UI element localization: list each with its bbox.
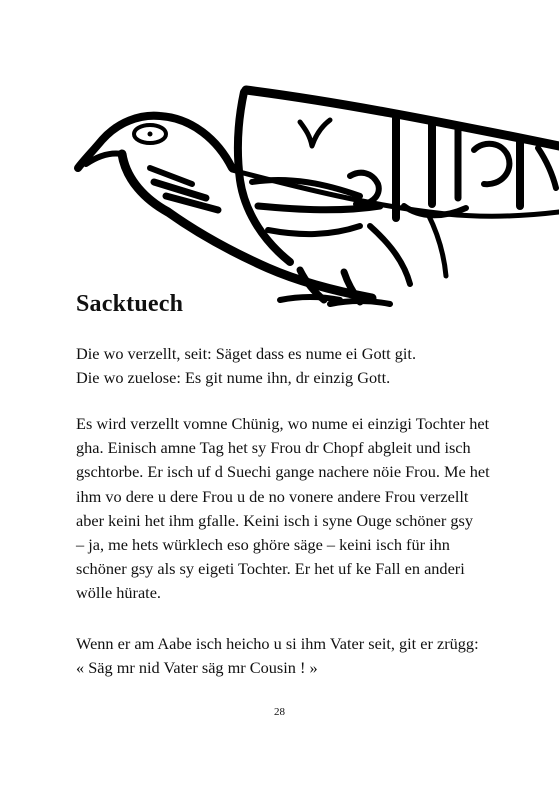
paragraph xyxy=(76,342,516,390)
text-line: aber keini het ihm gfalle. Keini isch i syne Ouge schöner gsy xyxy=(76,510,473,530)
text-line: Die wo verzellt, seit: Säget dass es nume ei Gott git. xyxy=(76,344,417,363)
text-line: « Säg mr nid Vater säg mr Cousin ! » xyxy=(76,658,318,678)
text-line: ihm vo dere u dere Frou u de no vonere andere Frou verzellt xyxy=(76,486,469,506)
calligraphic-bird-icon xyxy=(0,0,559,320)
text-line: gha. Einisch amne Tag het sy Frou dr Chopf abgleit und isch xyxy=(76,438,471,458)
paragraph xyxy=(76,412,516,606)
page-number: 28 xyxy=(274,706,285,718)
text-line: wölle hürate. xyxy=(76,583,161,603)
paragraph xyxy=(76,632,516,680)
text-line: Es wird verzellt vomne Chünig, wo nume ei einzigi Tochter het xyxy=(76,414,490,433)
text-line: schöner gsy als sy eigeti Tochter. Er het uf ke Fall en anderi xyxy=(76,559,465,579)
text-line: Die wo zuelose: Es git nume ihn, dr einzig Gott. xyxy=(76,368,391,388)
text-line: Wenn er am Aabe isch heicho u si ihm Vater seit, git er zrügg: xyxy=(76,634,479,653)
page-title: Sacktuech xyxy=(76,291,184,317)
text-line: gschtorbe. Er isch uf d Suechi gange nachere nöie Frou. Me het xyxy=(76,462,490,482)
text-line: – ja, me hets würklech eso ghöre säge – keini isch für ihn xyxy=(76,535,450,555)
